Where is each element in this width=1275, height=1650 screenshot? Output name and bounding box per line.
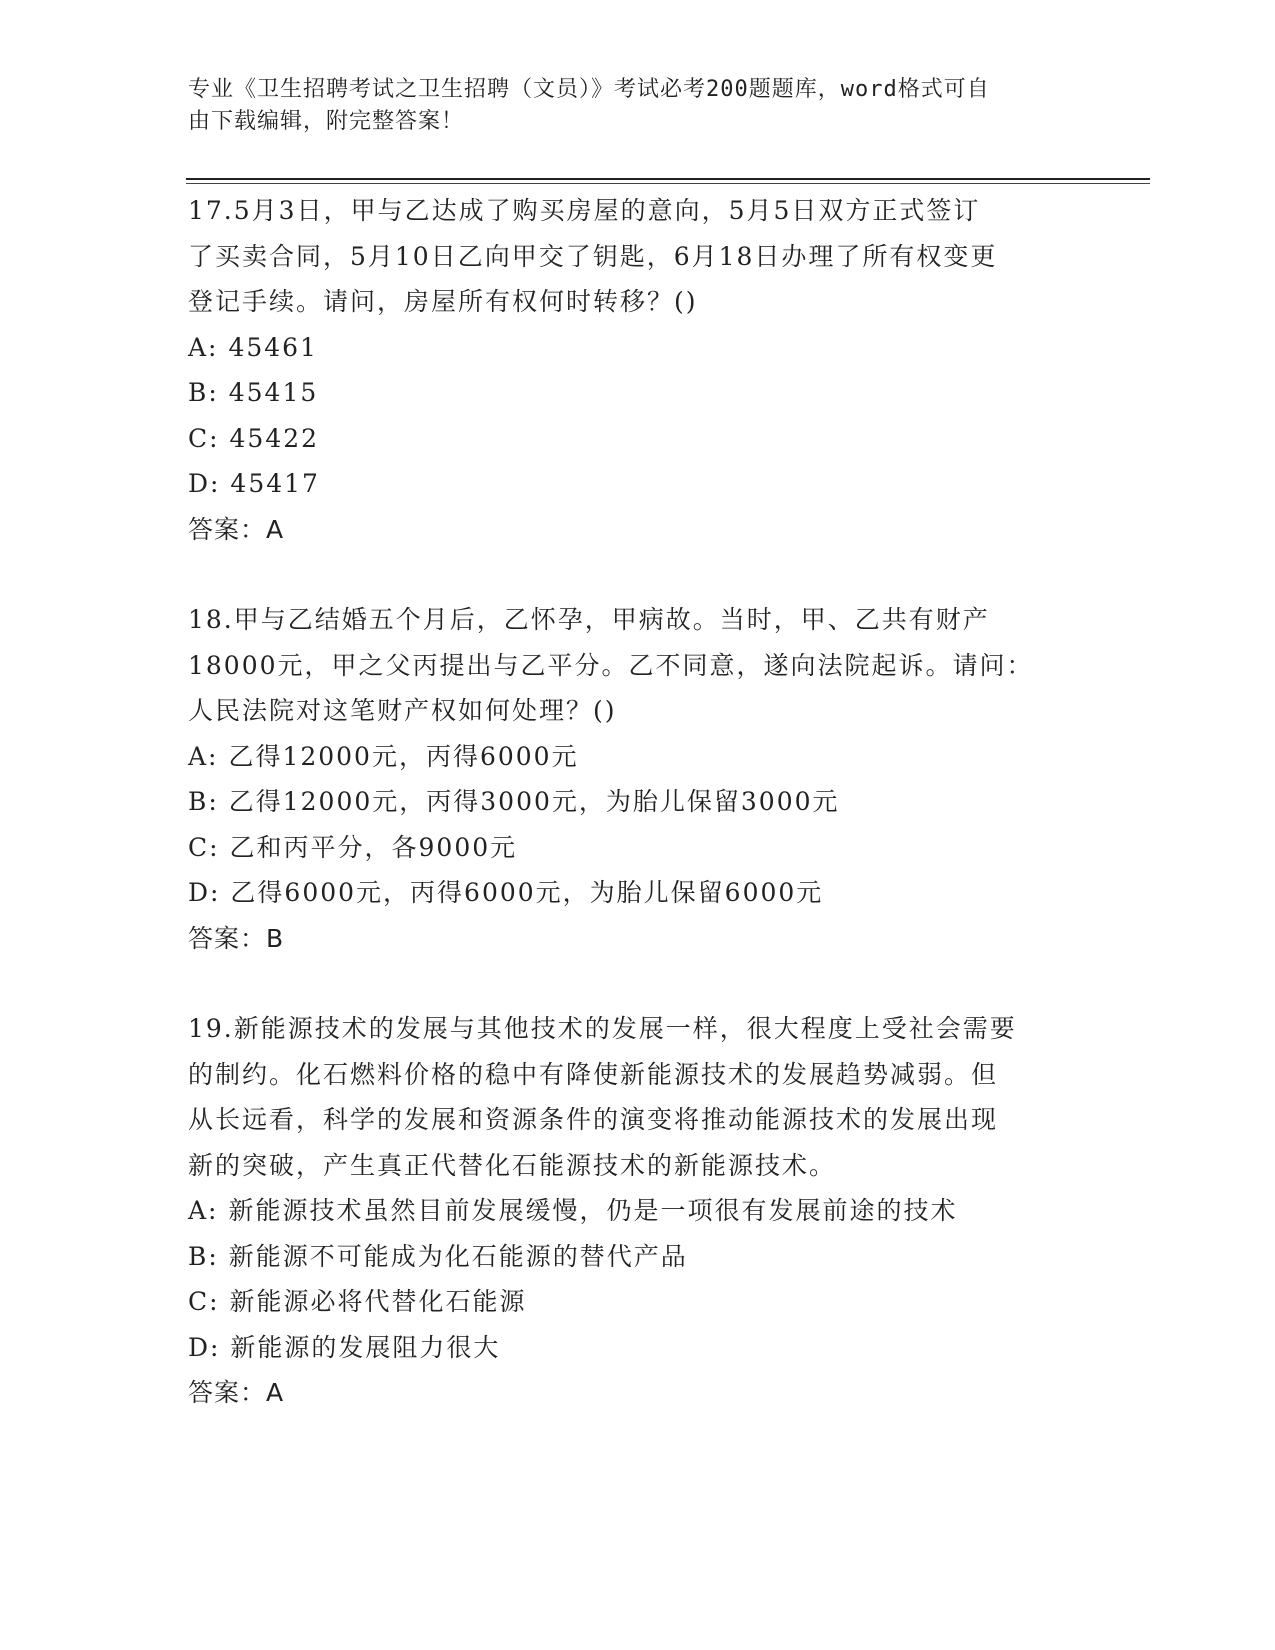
question-stem-line: 的制约。化石燃料价格的稳中有降使新能源技术的发展趋势减弱。但 (188, 1059, 999, 1089)
option-a (188, 734, 1088, 780)
answer-line: 答案：A (188, 514, 285, 544)
option-text: 45461 (228, 332, 318, 362)
option-c (188, 1279, 1088, 1325)
option-label: D: (188, 469, 221, 498)
header-line-1: 专业《卫生招聘考试之卫生招聘（文员）》考试必考200题题库，word格式可自 (188, 77, 990, 102)
option-d (188, 1325, 1088, 1371)
option-label: C: (188, 1287, 220, 1316)
question-stem-line: 19.新能源技术的发展与其他技术的发展一样，很大程度上受社会需要 (188, 1014, 1017, 1043)
option-text: 45415 (228, 378, 319, 407)
option-text: 乙得6000元，丙得6000元，为胎儿保留6000元 (230, 878, 824, 907)
option-a (188, 325, 1088, 371)
question-stem-line: 了买卖合同，5月10日乙向甲交了钥匙，6月18日办理了所有权变更 (188, 241, 998, 271)
option-b (188, 779, 1088, 825)
question-17 (188, 188, 1088, 552)
option-c (188, 416, 1088, 462)
option-text: 新能源技术虽然目前发展缓慢，仍是一项很有发展前途的技术 (228, 1196, 958, 1225)
header-divider-secondary (186, 183, 1150, 184)
option-b (188, 370, 1088, 416)
option-d (188, 461, 1088, 507)
option-d (188, 870, 1088, 916)
option-text: 45417 (230, 469, 320, 498)
option-label: B: (188, 378, 219, 407)
option-b (188, 1234, 1088, 1280)
option-label: A: (188, 741, 219, 771)
option-label: B: (188, 787, 219, 816)
option-text: 乙和丙平分，各9000元 (229, 832, 518, 862)
option-text: 新能源必将代替化石能源 (229, 1287, 527, 1316)
question-stem-line: 登记手续。请问，房屋所有权何时转移？() (188, 287, 698, 316)
option-label: D: (188, 878, 221, 907)
question-stem-line: 18000元，甲之父丙提出与乙平分。乙不同意，遂向法院起诉。请问： (188, 650, 1034, 680)
header-divider (186, 178, 1150, 180)
option-label: D: (188, 1332, 221, 1362)
option-text: 乙得12000元，丙得3000元，为胎儿保留3000元 (228, 787, 840, 816)
question-stem-line: 17.5月3日，甲与乙达成了购买房屋的意向，5月5日双方正式签订 (188, 196, 981, 225)
option-text: 乙得12000元，丙得6000元 (228, 741, 579, 771)
document-header (188, 74, 1068, 138)
question-18 (188, 597, 1088, 961)
answer-line: 答案：A (188, 1378, 285, 1407)
option-label: A: (188, 1196, 219, 1225)
answer-line: 答案：B (188, 923, 285, 953)
question-stem-line: 新的突破，产生真正代替化石能源技术的新能源技术。 (188, 1150, 837, 1180)
question-stem-line: 从长远看，科学的发展和资源条件的演变将推动能源技术的发展出现 (188, 1105, 999, 1134)
option-c (188, 825, 1088, 871)
option-label: C: (188, 423, 220, 453)
option-text: 45422 (229, 423, 320, 453)
option-label: B: (188, 1241, 219, 1271)
question-19 (188, 1006, 1088, 1416)
option-label: C: (188, 832, 220, 862)
question-stem-line: 人民法院对这笔财产权如何处理？() (188, 696, 617, 725)
option-text: 新能源的发展阻力很大 (230, 1332, 501, 1362)
option-a (188, 1188, 1088, 1234)
option-label: A: (188, 332, 219, 362)
question-stem-line: 18.甲与乙结婚五个月后，乙怀孕，甲病故。当时，甲、乙共有财产 (188, 605, 990, 634)
option-text: 新能源不可能成为化石能源的替代产品 (228, 1241, 688, 1271)
header-line-2: 由下载编辑，附完整答案！ (188, 109, 465, 134)
